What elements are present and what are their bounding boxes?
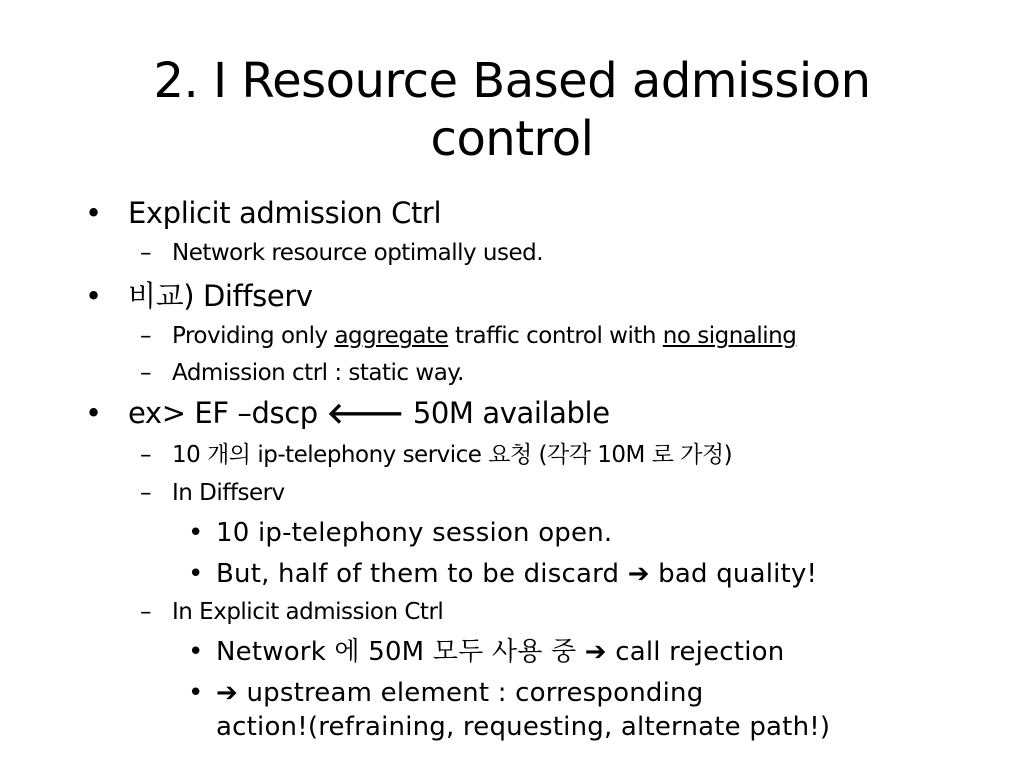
sub-bullet-telephony-request [140,440,733,470]
sub-bullet-in-diffserv [140,478,285,508]
third-bullet-text-line-1: upstream element : corresponding [238,678,704,708]
third-bullet-session-open [188,516,613,550]
dash-marker: – [140,323,151,349]
bullet-diffserv [85,278,313,314]
third-bullet-upstream-element [188,676,704,710]
bullet-marker: • [188,678,204,708]
sub-bullet-text: Network resource optimally used. [172,240,544,266]
sub-bullet-text-pre: Providing only [172,323,335,349]
underlined-aggregate: aggregate [334,323,449,349]
right-arrow-icon: ➔ [584,637,607,667]
dash-marker: – [140,442,151,468]
slide-title-line-2: control [430,111,594,167]
third-bullet-text-pre: But, half of them to be discard [216,559,628,589]
dash-marker: – [140,360,151,386]
third-bullet-call-rejection [188,635,785,669]
bullet-text: 비교) Diffserv [128,279,313,313]
sub-bullet-text: 10 개의 ip-telephony service 요청 (각각 10M 로 가정) [172,442,733,468]
third-bullet-text-post: bad quality! [649,559,818,589]
dash-marker: – [140,480,151,506]
third-bullet-half-discard [188,557,818,591]
sub-bullet-text: In Explicit admission Ctrl [172,599,444,625]
bullet-marker: • [85,196,102,230]
third-bullet-text-post: call rejection [606,637,785,667]
bullet-marker: • [85,279,102,313]
dash-marker: – [140,240,151,266]
third-bullet-text-pre: Network 에 50M 모두 사용 중 [216,637,585,667]
third-bullet-upstream-continuation [216,710,830,744]
bullet-explicit-admission [85,195,442,231]
sub-bullet-aggregate-traffic [140,321,797,351]
bullet-text-post: 50M available [404,396,610,430]
sub-bullet-network-resource [140,238,544,268]
right-arrow-icon: ➔ [216,678,238,708]
bullet-marker: • [188,559,204,589]
bullet-marker: • [188,637,204,667]
bullet-text: Explicit admission Ctrl [128,196,442,230]
bullet-marker: • [188,518,204,548]
sub-bullet-text: Admission ctrl : static way. [172,360,464,386]
bullet-text-pre: ex> EF –dscp [128,396,327,430]
sub-bullet-in-explicit [140,597,444,627]
third-bullet-text-line-2: action!(refraining, requesting, alternate path!) [216,712,831,742]
underlined-no-signaling: no signaling [662,323,797,349]
bullet-ef-dscp [85,395,610,431]
slide-title [80,52,944,168]
bullet-marker: • [85,396,102,430]
dash-marker: – [140,599,151,625]
sub-bullet-text: In Diffserv [172,480,285,506]
right-arrow-icon: ➔ [627,559,650,589]
left-arrow-icon: 🡐 [326,396,404,430]
slide-title-line-1: 2. I Resource Based admission [153,53,871,109]
sub-bullet-text-mid: traffic control with [448,323,663,349]
sub-bullet-admission-static [140,358,464,388]
third-bullet-text: 10 ip-telephony session open. [216,518,613,548]
